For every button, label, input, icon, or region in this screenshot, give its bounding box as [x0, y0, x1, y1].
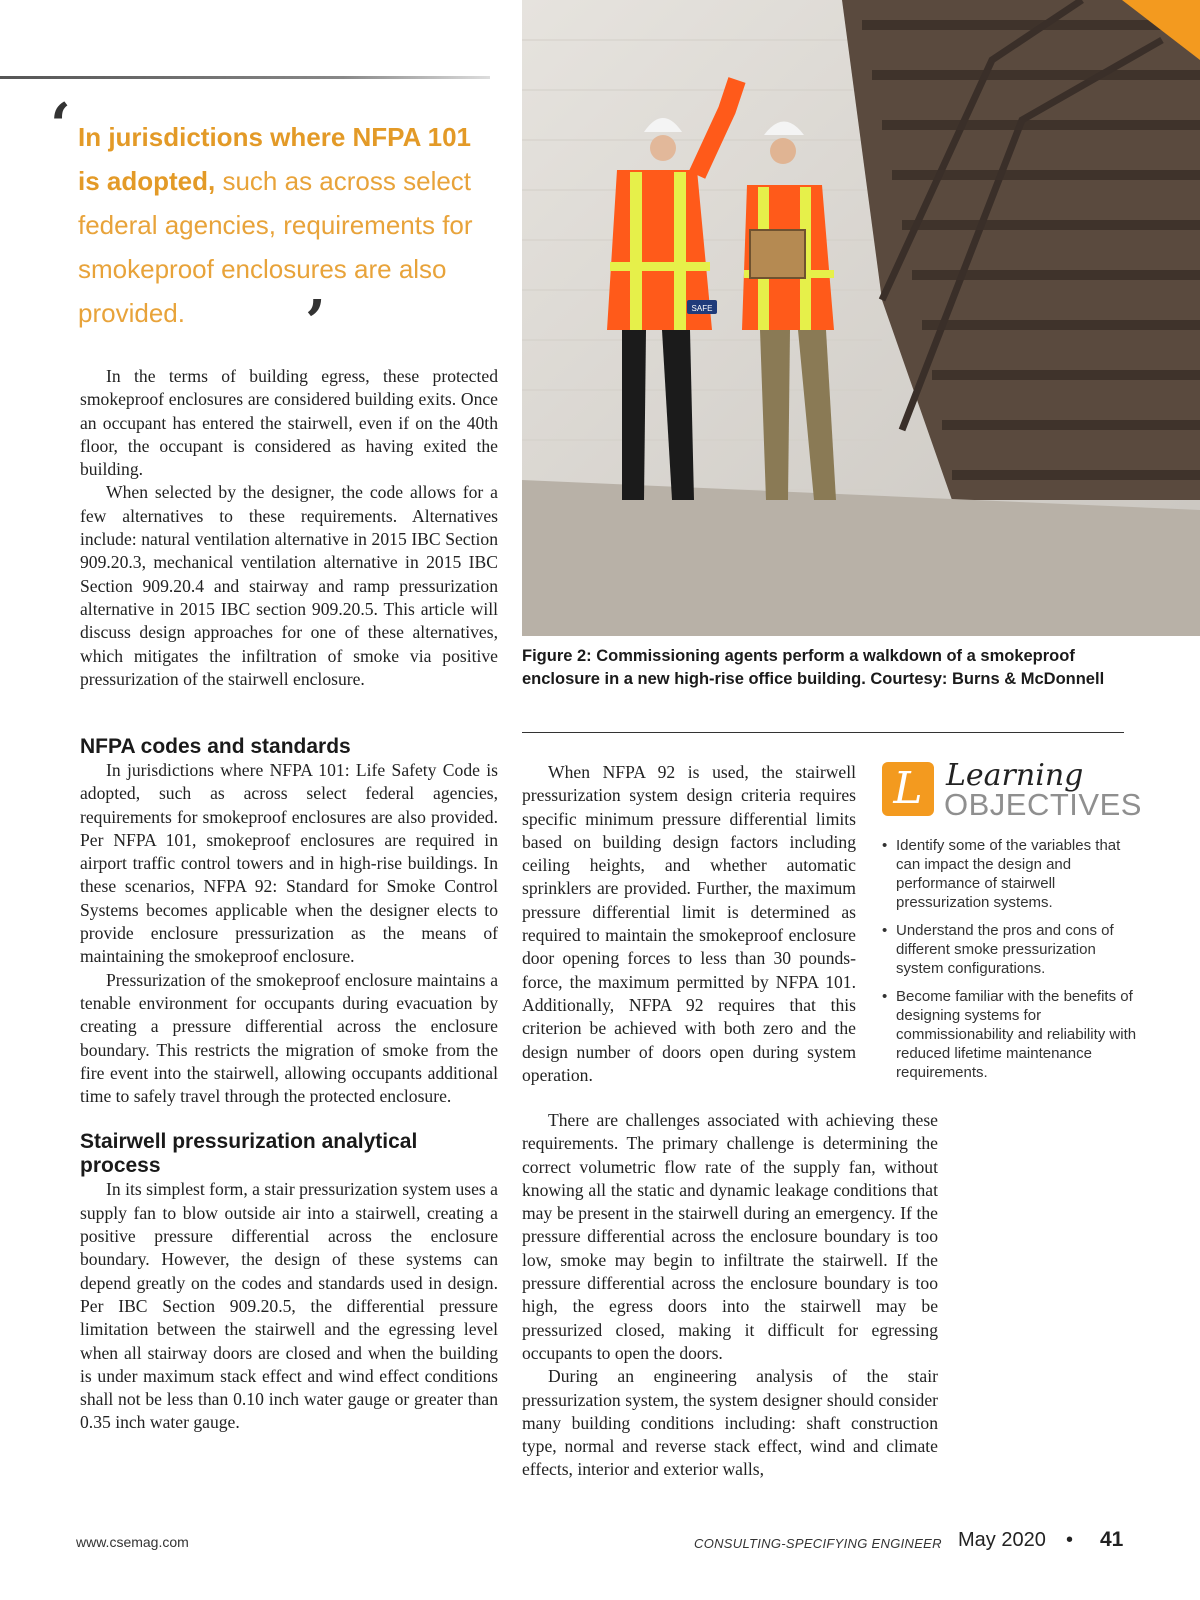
close-quote-icon: ’ [305, 288, 326, 358]
pull-quote [78, 115, 498, 335]
footer-website: www.csemag.com [76, 1534, 189, 1550]
section-heading: Stairwell pressurization analytical process [80, 1130, 418, 1178]
caption-divider [522, 732, 1124, 733]
paragraph: In jurisdictions where NFPA 101: Life Safety Code is adopted, such as across select federal agencies, requirements for smokeproof enclosures are also provided. Per NFPA 101, smokeproof enclosures are required in airport traffic control towers and in high-rise buildings. In these scenarios, NFPA 92: Standard for Smoke Control Systems becomes applicable when the designer elects to provide enclosure pressurization as the means of maintaining the smokeproof enclosure. [80, 760, 498, 967]
paragraph: In the terms of building egress, these protected smokeproof enclosures are considered building exits. Once an occupant has entered the stairwell, even if on the 40th floor, the occupant is considered as having exited the building. [80, 366, 498, 480]
top-rule [0, 76, 490, 79]
paragraph: In its simplest form, a stair pressurization system uses a supply fan to blow outside air into a stairwell, creating a positive pressure differential across the enclosure boundary. However, the design of these systems can depend greatly on the codes and standards used in design. Per IBC Section 909.20.5, the differential pressure limitation between the stairwell and the egressing level when all stairway doors are closed and when the building is under maximum stack effect and wind effect conditions shall not be less than 0.10 inch water gauge or greater than 0.35 inch water gauge. [80, 1179, 498, 1433]
list-item: • Understand the pros and cons of different smoke pressurization system configurations. [882, 921, 1144, 978]
learning-objectives-subtitle: OBJECTIVES [944, 787, 1142, 822]
stairwell-photo [522, 0, 1200, 636]
learning-objectives-title: Learning [946, 758, 1084, 793]
paragraph: During an engineering analysis of the stair pressurization system, the system designer should consider many building conditions including: shaft construction type, normal and reverse stack effect, wind and climate effects, interior and exterior walls, [522, 1366, 938, 1480]
section-heading: NFPA codes and standards [80, 735, 351, 758]
middle-column-top [522, 761, 856, 1087]
footer-publication: CONSULTING-SPECIFYING ENGINEER [694, 1536, 942, 1551]
vest-label: SAFE [691, 304, 713, 313]
pull-quote-bold: In jurisdictions where NFPA 101 is adopted, [78, 122, 471, 196]
middle-column-bottom [522, 1109, 938, 1482]
pull-quote-rest: such as across select federal agencies, requirements for smokeproof enclosures are also provided. [78, 166, 473, 328]
figure-caption: Figure 2: Commissioning agents perform a walkdown of a smokeproof enclosure in a new high-rise office building. Courtesy: Burns & McDonnell [522, 647, 1105, 688]
learning-objectives-badge-icon [882, 762, 934, 816]
list-item: • Become familiar with the benefits of designing systems for commissionability and reliability with reduced lifetime maintenance requirements. [882, 987, 1144, 1082]
paragraph: When NFPA 92 is used, the stairwell pressurization system design criteria requires specific minimum pressure differential limits based on building design factors including ceiling heights, and whether automatic sprinklers are provided. Further, the maximum pressure differential limit is determined as required to maintain the smokeproof enclosure door opening forces to less than 30 pounds-force, the maximum permitted by NFPA 101. Additionally, NFPA 92 requires that this criterion be achieved with both zero and the design number of doors open during system operation. [522, 762, 856, 1085]
list-item: • Identify some of the variables that can impact the design and performance of stairwell pressurization systems. [882, 836, 1144, 912]
badge-letter: L [893, 763, 923, 814]
open-quote-icon: ‘ [50, 91, 71, 161]
footer-date: May 2020 [958, 1529, 1046, 1551]
paragraph: Pressurization of the smokeproof enclosure maintains a tenable environment for occupants during evacuation by creating a pressure differential across the enclosure boundary. This restricts the migration of smoke from the fire event into the stairwell, allowing occupants additional time to safely travel through the protected enclosure. [80, 969, 498, 1107]
paragraph: When selected by the designer, the code allows for a few alternatives to these requirements. Alternatives include: natural ventilation alternative in 2015 IBC Section 909.20.3, mechanical ventilation alternative in 2015 IBC Section 909.20.4 and stairway and ramp pressurization alternative in 2015 IBC section 909.20.5. This article will discuss design approaches for one of these alternatives, which mitigates the infiltration of smoke via positive pressurization of the stairwell enclosure. [80, 482, 498, 689]
stairwell-illustration [522, 0, 1200, 636]
paragraph: There are challenges associated with achieving these requirements. The primary challenge is determining the correct volumetric flow rate of the supply fan, without knowing all the static and dynamic leakage conditions that may be present in the stairwell during an emergency. If the pressure differential across the enclosure boundary is too low, smoke may begin to infiltrate the stairwell. If the pressure differential across the enclosure boundary is too high, the egress doors into the stairwell may be pressurized closed, making it difficult for egressing occupants to open the doors. [522, 1110, 938, 1363]
learning-objectives-list [882, 836, 1144, 1091]
left-column-top [80, 365, 498, 691]
left-column-bottom [80, 735, 498, 1435]
page-number: 41 [1100, 1528, 1124, 1551]
footer-bullet: • [1066, 1529, 1074, 1551]
